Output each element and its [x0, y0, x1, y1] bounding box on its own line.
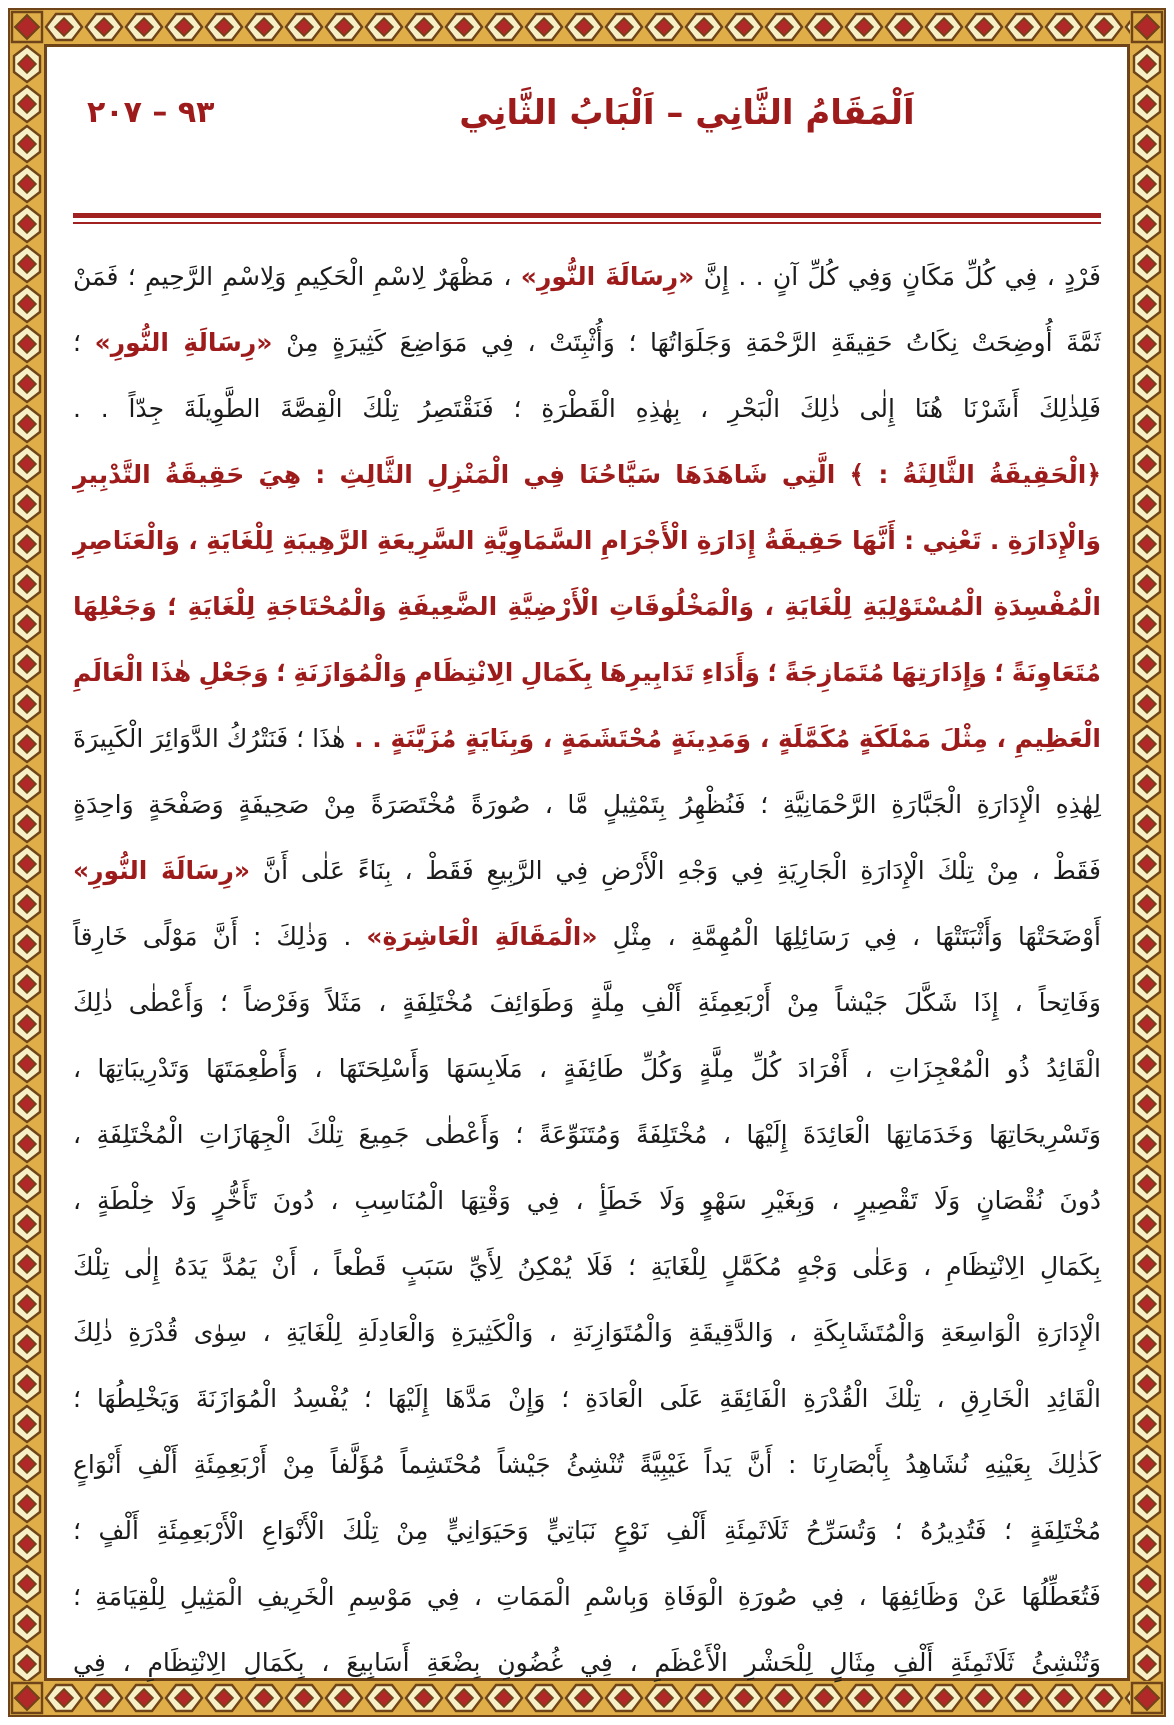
text-line-content — [73, 1234, 1101, 1300]
content-area — [44, 44, 1130, 1681]
decorative-border-left — [10, 44, 44, 1681]
text-line — [73, 904, 1101, 970]
header-rule-thin — [73, 222, 1101, 224]
body-text — [73, 244, 1101, 1696]
text-line — [73, 574, 1101, 640]
text-segment: دُونَ نُقْصَانٍ وَلَا تَقْصِيرٍ ، وَبِغَيْرِ سَهْوٍ وَلَا خَطَأٍ ، فِي وَقْتِهَا الْمُنَاسِبِ ، دُونَ تَأَخُّرٍ وَلَا خِلْطَةٍ ، — [73, 1186, 1101, 1215]
border-corner-ornament — [1130, 1681, 1164, 1715]
text-line-content — [73, 310, 1101, 376]
text-segment: ثَمَّةَ أُوضِحَتْ نِكَاتُ حَقِيقَةِ الرَّحْمَةِ وَجَلَوَاتُهَا ؛ وَأُثْبِتَتْ ، فِي مَوَاضِعَ كَثِيرَةٍ مِنْ — [272, 328, 1101, 357]
text-line — [73, 640, 1101, 706]
text-segment: كَذٰلِكَ بِعَيْنِهِ نُشَاهِدُ بِأَبْصَارِنَا : أَنَّ يَداً غَيْبِيَّةً تُنْشِئُ جَيْشاً مُحْتَشِماً مُؤَلَّفاً مِنْ أَرْبَعِمِئَةِ أَلْفِ أَنْوَاعٍ — [73, 1450, 1101, 1479]
text-segment: ، مَظْهَرٌ لِاسْمِ الْحَكِيمِ وَلِاسْمِ الرَّحِيمِ ؛ فَمَنْ — [72, 262, 521, 291]
text-line-content — [73, 904, 1101, 970]
border-corner-ornament — [10, 1681, 44, 1715]
text-segment: وَفَاتِحاً ، إِذَا شَكَّلَ جَيْشاً مِنْ أَرْبَعِمِئَةِ أَلْفِ مِلَّةٍ وَطَوَائِفَ مُخْتَلِفَةٍ ، مَثَلاً وَفَرْضاً ؛ وَأَعْطٰى ذٰلِكَ — [73, 988, 1101, 1017]
text-segment: . وَذٰلِكَ : أَنَّ مَوْلًى خَارِقاً — [73, 922, 367, 951]
text-line — [73, 1036, 1101, 1102]
page-title: اَلْمَقَامُ الثَّانِي – اَلْبَابُ الثَّانِي — [459, 93, 915, 133]
header-rule-thick — [73, 213, 1101, 218]
text-line-content — [73, 1630, 1101, 1696]
page-header — [73, 47, 1101, 187]
text-segment: وَتُنْشِئُ ثَلَاثَمِئَةِ أَلْفِ مِثَالٍ لِلْحَشْرِ الْأَعْظَمِ ، فِي غُضُونِ بِضْعَةِ أَسَابِيعَ ، بِكَمَالِ الِانْتِظَامِ ، فِي — [73, 1648, 1101, 1677]
text-segment: مُتَعَاوِنَةً ؛ وَإِدَارَتِهَا مُتَمَازِجَةً ؛ وَأَدَاءِ تَدَابِيرِهَا بِكَمَالِ الِانْتِظَامِ وَالْمُوَازَنَةِ ؛ وَجَعْلِ هٰذَا الْعَالَمِ — [73, 658, 1101, 687]
text-line-content — [73, 1036, 1101, 1102]
text-line-content — [73, 1564, 1101, 1630]
text-segment: الْعَظِيمِ ، مِثْلَ مَمْلَكَةٍ مُكَمَّلَةٍ ، وَمَدِينَةٍ مُحْتَشَمَةٍ ، وَبِنَايَةٍ مُزَيَّنَةٍ . . — [345, 724, 1101, 753]
text-segment: الْقَائِدِ الْخَارِقِ ، تِلْكَ الْقُدْرَةِ الْفَائِقَةِ عَلَى الْعَادَةِ ؛ وَإِنْ مَدَّهَا إِلَيْهَا ؛ يُفْسِدُ الْمُوَازَنَةَ وَيَخْلِطُهَا ؛ — [73, 1384, 1101, 1413]
text-segment: الْقَائِدُ ذُو الْمُعْجِزَاتِ ، أَفْرَادَ كُلِّ مِلَّةٍ وَكُلِّ طَائِفَةٍ ، مَلَابِسَهَا وَأَسْلِحَتَهَا ، وَأَطْعِمَتَهَا وَتَدْرِيبَاتِهَا ، — [73, 1054, 1101, 1083]
text-line-content — [73, 1498, 1101, 1564]
text-segment: فَقَطْ ، مِنْ تِلْكَ الْإِدَارَةِ الْجَارِيَةِ فِي وَجْهِ الْأَرْضِ فِي الرَّبِيعِ فَقَطْ ، بِنَاءً عَلٰى أَنَّ — [250, 856, 1101, 885]
text-line-content — [73, 640, 1101, 706]
text-segment: وَتَسْرِيحَاتِهَا وَخَدَمَاتِهَا الْعَائِدَةَ إِلَيْهَا ، مُخْتَلِفَةً وَمُتَنَوِّعَةً ؛ وَأَعْطٰى جَمِيعَ تِلْكَ الْجِهَازَاتِ الْمُخْتَلِفَةِ ، — [73, 1120, 1101, 1149]
text-line — [73, 706, 1101, 772]
text-line — [73, 1366, 1101, 1432]
text-segment: لِهٰذِهِ الْإِدَارَةِ الْجَبَّارَةِ الرَّحْمَانِيَّةِ ؛ فَنُظْهِرُ بِتَمْثِيلٍ مَّا ، صُورَةً مُخْتَصَرَةً مِنْ صَحِيفَةٍ وَصَفْحَةٍ وَاحِدَةٍ — [73, 790, 1101, 819]
text-line — [73, 310, 1101, 376]
text-line-content — [73, 1168, 1101, 1234]
text-line-content — [73, 442, 1101, 508]
text-line — [73, 772, 1101, 838]
text-segment: «رِسَالَةَ النُّورِ» — [73, 856, 251, 885]
text-line — [73, 1234, 1101, 1300]
decorative-border-frame — [8, 8, 1166, 1717]
text-segment: ﴿الْحَقِيقَةُ الثَّالِثَةُ : ﴾ الَّتِي شَاهَدَهَا سَيَّاحُنَا فِي الْمَنْزِلِ الثَّالِثِ : هِيَ حَقِيقَةُ التَّدْبِيرِ — [73, 460, 1101, 489]
text-line — [73, 1168, 1101, 1234]
text-segment: أَوْضَحَتْهَا وَأَثْبَتَتْهَا ، فِي رَسَائِلِهَا الْمُهِمَّةِ ، مِثْلِ — [597, 922, 1101, 951]
text-segment: «رِسَالَةِ النُّورِ» — [94, 328, 273, 357]
text-line-content — [73, 574, 1101, 640]
decorative-border-top — [10, 10, 1164, 44]
text-line-content — [73, 970, 1101, 1036]
text-segment: «الْمَقَالَةِ الْعَاشِرَةِ» — [366, 922, 598, 951]
text-line-content — [73, 376, 1101, 442]
text-segment: فَلِذٰلِكَ أَشَرْنَا هُنَا إِلٰى ذٰلِكَ الْبَحْرِ ، بِهٰذِهِ الْقَطْرَةِ ؛ فَنَقْتَصِرُ تِلْكَ الْقِصَّةَ الطَّوِيلَةَ جِدّاً . . — [73, 394, 1101, 423]
text-line — [73, 1432, 1101, 1498]
text-line-content — [73, 772, 1101, 838]
text-segment: وَالْإِدَارَةِ . تَعْنِي : أَنَّهَا حَقِيقَةُ إِدَارَةِ الْأَجْرَامِ السَّمَاوِيَّةِ السَّرِيعَةِ الرَّهِيبَةِ لِلْغَايَةِ ، وَالْعَنَاصِرِ — [73, 526, 1101, 555]
text-line — [73, 244, 1101, 310]
border-corner-ornament — [10, 10, 44, 44]
text-segment: ؛ — [73, 328, 95, 357]
text-line-content — [73, 1102, 1101, 1168]
text-line-content — [73, 706, 1101, 772]
text-line-content — [73, 1366, 1101, 1432]
text-line — [73, 1630, 1101, 1696]
text-line-content — [73, 244, 1101, 310]
text-line — [73, 1498, 1101, 1564]
text-line — [73, 838, 1101, 904]
text-line — [73, 442, 1101, 508]
text-line — [73, 1564, 1101, 1630]
text-segment: الْمُفْسِدَةِ الْمُسْتَوْلِيَةِ لِلْغَايَةِ ، وَالْمَخْلُوقَاتِ الْأَرْضِيَّةِ الضَّعِيفَةِ وَالْمُحْتَاجَةِ لِلْغَايَةِ ؛ وَجَعْلِهَا — [73, 592, 1101, 621]
text-segment: هٰذَا ؛ فَنَتْرُكُ الدَّوَائِرَ الْكَبِيرَةَ — [73, 724, 346, 753]
text-line-content — [73, 1300, 1101, 1366]
text-segment: فَتُعَطِّلُهَا عَنْ وَظَائِفِهَا ، فِي صُورَةِ الْوَفَاةِ وَبِاسْمِ الْمَمَاتِ ، فِي مَوْسِمِ الْخَرِيفِ الْمَثِيلِ لِلْقِيَامَةِ ؛ — [73, 1582, 1101, 1611]
text-segment: الْإِدَارَةِ الْوَاسِعَةِ وَالْمُتَشَابِكَةِ ، وَالدَّقِيقَةِ وَالْمُتَوَازِنَةِ ، وَالْكَثِيرَةِ وَالْعَادِلَةِ لِلْغَايَةِ ، سِوٰى قُدْرَةِ ذٰلِكَ — [73, 1318, 1101, 1347]
text-segment: «رِسَالَةَ النُّورِ» — [520, 262, 695, 291]
text-line-content — [73, 1432, 1101, 1498]
text-line — [73, 508, 1101, 574]
text-segment: مُخْتَلِفَةٍ ؛ فَتُدِيرُهُ ؛ وَتُسَرِّحُ ثَلَاثَمِئَةِ أَلْفِ نَوْعٍ نَبَاتِيٍّ وَحَيَوَانِيٍّ مِنْ تِلْكَ الْأَنْوَاعِ الْأَرْبَعِمِئَةِ أَلْفٍ ؛ — [73, 1516, 1101, 1545]
text-line-content — [73, 838, 1101, 904]
text-segment: فَرْدٍ ، فِي كُلِّ مَكَانٍ وَفِي كُلِّ آنٍ . . إِنَّ — [694, 262, 1101, 291]
text-segment: بِكَمَالِ الِانْتِظَامِ ، وَعَلٰى وَجْهٍ مُكَمَّلٍ لِلْغَايَةِ ؛ فَلَا يُمْكِنُ لِأَيِّ سَبَبٍ قَطْعاً ، أَنْ يَمُدَّ يَدَهُ إِلٰى تِلْكَ — [73, 1252, 1101, 1281]
text-line — [73, 376, 1101, 442]
decorative-border-right — [1130, 44, 1164, 1681]
text-line — [73, 1300, 1101, 1366]
text-line — [73, 1102, 1101, 1168]
border-corner-ornament — [1130, 10, 1164, 44]
text-line-content — [73, 508, 1101, 574]
text-line — [73, 970, 1101, 1036]
page-number: ٩٣ – ٢٠٧ — [87, 95, 215, 130]
